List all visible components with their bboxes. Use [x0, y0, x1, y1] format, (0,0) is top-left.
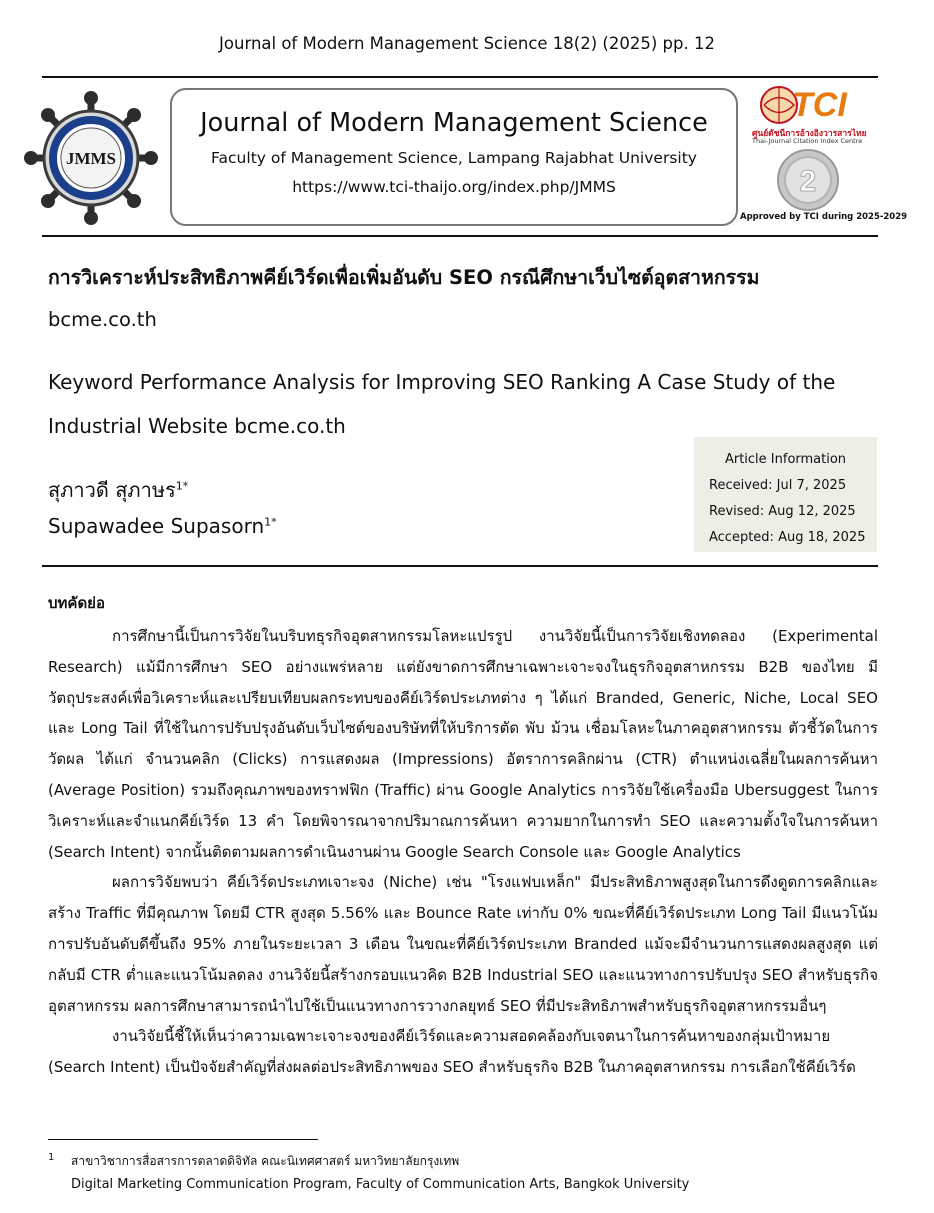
article-info-box	[694, 437, 877, 552]
abstract-heading: บทคัดย่อ	[48, 594, 105, 612]
author-english-mark: 1*	[264, 515, 277, 529]
abstract-paragraph-3: งานวิจัยนี้ชี้ให้เห็นว่าความเฉพาะเจาะจงของคีย์เวิร์ดและความสอดคล้องกับเจตนาในการค้นหาของกลุ่มเป้าหมาย (Search Intent) เป็นปัจจัยสำคัญที่ส่งผลต่อประสิทธิภาพของ SEO สำหรับธุรกิจ B2B ในภาคอุตสาหกรรม การเลือกใช้คีย์เวิร์ด	[48, 1027, 856, 1077]
footnote-number: 1	[48, 1152, 55, 1163]
footnote-rule	[48, 1139, 318, 1140]
author-english-name: Supawadee Supasorn	[48, 514, 265, 538]
header-bottom-rule	[42, 235, 878, 237]
journal-title: Journal of Modern Management Science	[200, 108, 708, 138]
tci-badge	[740, 84, 908, 230]
running-head: Journal of Modern Management Science 18(2) (2025) pp. 12	[219, 34, 715, 53]
tci-logo-text: TCI	[792, 86, 847, 124]
tci-tier-medal-icon	[776, 148, 840, 212]
tci-tier-number: 2	[799, 165, 817, 198]
abstract-paragraph-1: การศึกษานี้เป็นการวิจัยในบริบทธุรกิจอุตสาหกรรมโลหะแปรรูป งานวิจัยนี้เป็นการวิจัยเชิงทดลอง (Experimental Research) แม้มีการศึกษา SEO อย่างแพร่หลาย แต่ยังขาดการศึกษาเฉพาะเจาะจงในธุรกิจอุตสาหกรรม B2B ของไทย มีวัตถุประสงค์เพื่อวิเคราะห์และเปรียบเทียบผลกระทบของคีย์เวิร์ดประเภทต่าง ๆ ได้แก่ Branded, Generic, Niche, Local SEO และ Long Tail ที่ใช้ในการปรับปรุงอันดับเว็บไซต์ของบริษัทที่ให้บริการตัด พับ ม้วน เชื่อมโลหะในภาคอุตสาหกรรม ตัวชี้วัดในการวัดผล ได้แก่ จำนวนคลิก (Clicks) การแสดงผล (Impressions) อัตราการคลิกผ่าน (CTR) ตำแหน่งเฉลี่ยในผลการค้นหา (Average Position) รวมถึงคุณภาพของทราฟฟิก (Traffic) ผ่าน Google Analytics การวิจัยใช้เครื่องมือ Ubersuggest ในการวิเคราะห์และจำแนกคีย์เวิร์ด 13 คำ โดยพิจารณาจากปริมาณการค้นหา ความยากในการทำ SEO และความตั้งใจในการค้นหา (Search Intent) จากนั้นติดตามผลการดำเนินงานผ่าน Google Search Console และ Google Analytics	[48, 627, 878, 861]
jmms-logo	[22, 90, 160, 226]
title-thai-line2: bcme.co.th	[48, 308, 157, 331]
abstract-paragraph-2: ผลการวิจัยพบว่า คีย์เวิร์ดประเภทเจาะจง (Niche) เช่น "โรงแฟบเหล็ก" มีประสิทธิภาพสูงสุดในการดึงดูดการคลิกและสร้าง Traffic ที่มีคุณภาพ โดยมี CTR สูงสุด 5.56% และ Bounce Rate เท่ากับ 0% ขณะที่คีย์เวิร์ดประเภท Long Tail มีแนวโน้มการปรับอันดับดีขึ้นถึง 95% ภายในระยะเวลา 3 เดือน ในขณะที่คีย์เวิร์ดประเภท Branded แม้จะมีจำนวนการแสดงผลสูงสุด แต่กลับมี CTR ต่ำและแนวโน้มลดลง งานวิจัยนี้สร้างกรอบแนวคิด B2B Industrial SEO และแนวทางการปรับปรุง SEO สำหรับธุรกิจอุตสาหกรรม ผลการศึกษาสามารถนำไปใช้เป็นแนวทางการวางกลยุทธ์ SEO ที่มีประสิทธิภาพสำหรับธุรกิจอุตสาหกรรมอื่นๆ	[48, 873, 878, 1015]
abstract-body	[48, 621, 878, 1083]
title-thai: การวิเคราะห์ประสิทธิภาพคีย์เวิร์ดเพื่อเพิ่มอันดับ SEO กรณีศึกษาเว็บไซต์อุตสาหกรรม	[48, 266, 760, 289]
journal-url[interactable]: https://www.tci-thaijo.org/index.php/JMMS	[292, 178, 616, 196]
author-thai-name: สุภาวดี สุภาษร	[48, 478, 176, 502]
author-english	[48, 514, 277, 538]
journal-header-box	[170, 88, 738, 226]
revised-date: Revised: Aug 12, 2025	[709, 504, 856, 519]
author-thai	[48, 474, 188, 506]
tci-thai-name: ศูนย์ดัชนีการอ้างอิงวารสารไทย	[752, 129, 867, 139]
header-top-rule	[42, 76, 878, 78]
faculty-name: Faculty of Management Science, Lampang Rajabhat University	[211, 149, 697, 167]
title-english: Keyword Performance Analysis for Improving SEO Ranking A Case Study of the Industrial Website bcme.co.th	[48, 370, 836, 438]
tci-approval-note: Approved by TCI during 2025-2029	[740, 212, 908, 222]
footnote-english: Digital Marketing Communication Program, Faculty of Communication Arts, Bangkok University	[71, 1177, 690, 1192]
tci-english-name: Thai-Journal Citation Index Centre	[752, 137, 863, 145]
article-info-heading: Article Information	[724, 452, 847, 467]
jmms-logo-text: JMMS	[65, 149, 117, 168]
received-date: Received: Jul 7, 2025	[709, 478, 847, 493]
authors-bottom-rule	[42, 565, 878, 567]
accepted-date: Accepted: Aug 18, 2025	[709, 530, 866, 545]
footnote-thai: สาขาวิชาการสื่อสารการตลาดดิจิทัล คณะนิเทศศาสตร์ มหาวิทยาลัยกรุงเทพ	[71, 1154, 460, 1168]
author-thai-mark: 1*	[175, 479, 189, 493]
